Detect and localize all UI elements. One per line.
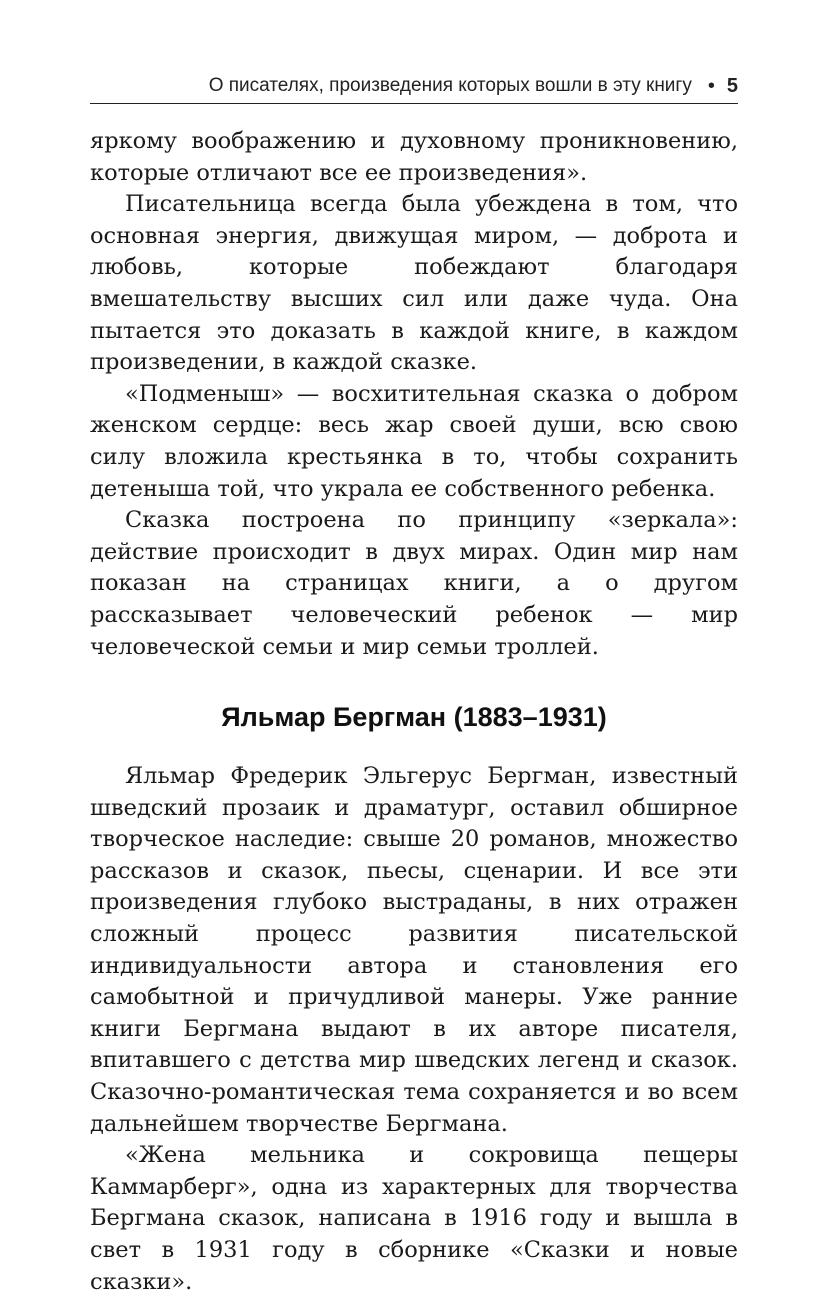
header-rule (90, 103, 738, 104)
paragraph: «Жена мельника и сокровища пещеры Каммарберг», одна из характерных для творчества Бергмана сказок, написана в 1916 году и вышла в свет в 1931 году в сборнике «Сказки и новые сказки». (90, 1142, 738, 1295)
paragraph: Яльмар Фредерик Эльгерус Бергман, известный шведский прозаик и драматург, оставил обширное творческое наследие: свыше 20 романов, множество рассказов и сказок, пьесы, сценарии. И все эти произведения глубоко выстраданы, в них отражен сложный процесс развития писательской индивидуальности автора и становления его самобытной и причудливой манеры. Уже ранние книги Бергмана выдают в их авторе писателя, впитавшего с детства мир шведских легенд и сказок. Сказочно-романтическая тема сохраняется и во всем дальнейшем творчестве Бергмана. (90, 763, 738, 1137)
paragraph: яркому воображению и духовному проникновению, которые отличают все ее произведения». (90, 128, 738, 186)
paragraph: «Подменыш» — восхитительная сказка о добром женском сердце: весь жар своей души, всю свою силу вложила крестьянка в то, чтобы сохранить детеныша той, что украла ее собственного ребенка. (90, 380, 738, 502)
running-header (90, 70, 738, 102)
section-heading: Яльмар Бергман (1883–1931) (221, 702, 607, 733)
header-bullet: • (707, 74, 715, 97)
paragraph: Сказка построена по принципу «зеркала»: действие происходит в двух мирах. Один мир нам показан на страницах книги, а о другом рассказывает человеческий ребенок — мир человеческой семьи и мир семьи троллей. (90, 507, 738, 660)
running-title: О писателях, произведения которых вошли в эту книгу (208, 75, 692, 96)
paragraph: Писательница всегда была убеждена в том, что основная энергия, движущая миром, — доброта и любовь, которые побеждают благодаря вмешательству высших сил или даже чуда. Она пытается это доказать в каждой книге, в каждом произведении, в каждой сказке. (90, 191, 738, 376)
page-number: 5 (726, 74, 738, 97)
body-text (90, 126, 738, 1298)
